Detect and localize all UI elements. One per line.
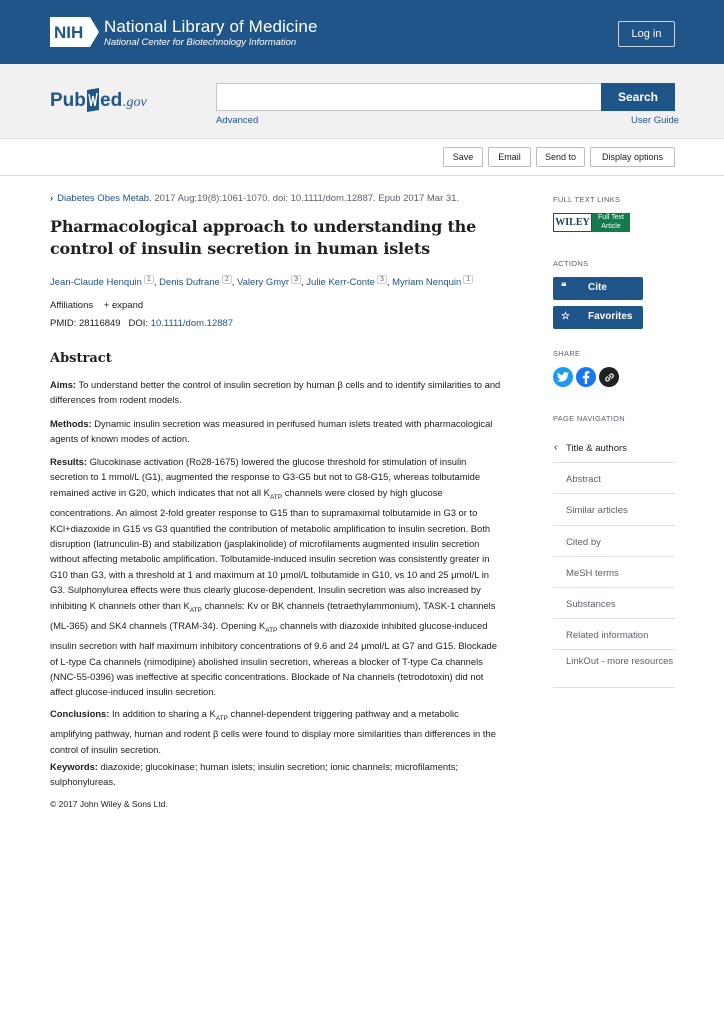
affiliation-ref[interactable]: 3 <box>377 275 387 284</box>
cite-button[interactable] <box>553 277 643 300</box>
advanced-search-link[interactable]: Advanced <box>216 115 259 126</box>
favorites-button[interactable] <box>553 306 643 329</box>
nav-title-authors[interactable] <box>553 432 675 463</box>
wiley-logo: WILEY <box>553 213 592 232</box>
pmid: PMID: 28116849 <box>50 318 121 329</box>
copyright: © 2017 John Wiley & Sons Ltd. <box>50 799 168 809</box>
conclusions-text: In addition to sharing a $K_{ATP}$ channel-dependent triggering pathway and a metabolic amplifying pathway, human and rodent β cells were found to display more similarities than differences in the control of insulin secretion. <box>50 708 496 755</box>
citation-details: 2017 Aug;19(8):1061-1070. doi: 10.1111/dom.12887. Epub 2017 Mar 31. <box>154 193 460 204</box>
actions-label: ACTIONS <box>553 259 589 268</box>
display-options-button[interactable]: Display options <box>590 147 675 167</box>
quote-icon: ❝ <box>561 282 567 293</box>
action-bar <box>0 139 724 176</box>
abstract-heading: Abstract <box>50 351 112 366</box>
results-label: Results: <box>50 456 87 467</box>
nav-similar-articles[interactable]: Similar articles <box>553 494 675 525</box>
search-button[interactable]: Search <box>601 83 675 111</box>
author-link[interactable]: Valery Gmyr <box>237 277 290 289</box>
abstract-results <box>50 454 502 700</box>
doi-label: DOI: <box>128 318 149 329</box>
page-navigation <box>553 432 675 688</box>
affiliations-label: Affiliations <box>50 300 94 311</box>
nav-abstract[interactable]: Abstract <box>553 463 675 494</box>
svg-text:ed: ed <box>100 90 123 111</box>
results-text: Glucokinase activation (Ro28-1675) lowered the glucose threshold for stimulation of insulin secretion to 1 mmol/L (G1), augmented the response to G3-G5 but not to G8-G15, whereas tolbutamide remained active in G20, which indicates that not all $K_{ATP}$ channels were closed by high glucose concentrations. An almost 2-fold greater response to G15 than to supramaximal tolbutamide in G3 or to KCl+diazoxide in G15 vs G3 quantified the contribution of metabolic amplification to insulin secretion. Both disruption (latrunculin-B) and stabilization (jasplakinolide) of microfilaments augmented insulin secretion without affecting metabolic amplification. Tolbutamide-induced insulin secretion was consistently greater in G10 than G3, with a threshold at 1 and maximum at 10 μmol/L tolbutamide in G10, vs 10 and 25 μmol/L in G3. Sulphonylurea effects were thus clearly glucose-dependent. Insulin secretion was also increased by inhibiting K channels other than $K_{ATP}$ channels: Kv or BK channels (tetraethylammonium), TASK-1 channels (ML-365) and SK4 channels (TRAM-34). Opening $K_{ATP}$ channels with diazoxide inhibited glucose-induced insulin secretion with half maximum inhibitory concentrations of 9.6 and 24 μmol/L at G7 and G15. Blockade of L-type Ca channels (nimodipine) abolished insulin secretion, whereas a blocker of T-type Ca channels (NNC-55-0396) was ineffective at specific concentrations. Blockade of Na channels (tetrodotoxin) did not affect glucose-induced insulin secretion. <box>50 456 497 698</box>
keywords-label: Keywords: <box>50 761 98 772</box>
article-line: Article <box>601 222 621 230</box>
affiliation-ref[interactable]: 2 <box>222 275 232 284</box>
nav-related-information[interactable]: Related information <box>553 619 675 650</box>
full-text-article-badge <box>592 213 630 232</box>
full-text-links-label: FULL TEXT LINKS <box>553 195 621 204</box>
methods-text: Dynamic insulin secretion was measured in perifused human islets treated with pharmacological agents of known modes of action. <box>50 418 493 445</box>
conclusions-label: Conclusions: <box>50 708 110 719</box>
expand-affiliations-toggle[interactable]: + expand <box>103 300 144 311</box>
user-guide-link[interactable]: User Guide <box>631 115 680 126</box>
affiliations-row <box>50 300 143 311</box>
share-icons <box>553 367 619 387</box>
aims-text: To understand better the control of insulin secretion by human β cells and to identify similarities to and differences from rodent models. <box>50 379 501 406</box>
aims-label: Aims: <box>50 379 77 390</box>
nav-linkout[interactable]: LinkOut - more resources <box>553 650 675 688</box>
login-button[interactable]: Log in <box>618 21 675 47</box>
author-link[interactable]: Myriam Nenquin <box>392 277 462 289</box>
author-link[interactable]: Julie Kerr-Conte <box>306 277 375 289</box>
page-navigation-label: PAGE NAVIGATION <box>553 414 626 423</box>
facebook-icon[interactable] <box>576 367 596 387</box>
nih-logo-text: NIH <box>54 23 84 42</box>
affiliation-ref[interactable]: 1 <box>144 275 154 284</box>
identifiers-row <box>50 318 233 329</box>
affiliation-ref[interactable]: 1 <box>463 275 473 284</box>
citation-line <box>50 193 459 204</box>
keywords <box>50 759 502 790</box>
share-label: SHARE <box>553 349 581 358</box>
cite-label: Cite <box>588 282 607 293</box>
keywords-text: diazoxide; glucokinase; human islets; insulin secretion; ionic channels; microfilaments; sulphonylureas. <box>50 761 459 788</box>
nav-label: Title & authors <box>566 443 627 454</box>
authors-list: Jean-Claude Henquin $^1$ , Denis Dufrane $^2$ , Valery Gmyr $^3$ , Julie Kerr-Conte $^3$ , Myriam Nenquin $^1$ <box>50 276 473 288</box>
author-link[interactable]: Jean-Claude Henquin <box>50 277 142 289</box>
nav-mesh-terms[interactable]: MeSH terms <box>553 557 675 588</box>
wiley-full-text-link[interactable] <box>553 213 630 232</box>
article-title: Pharmacological approach to understanding the control of insulin secretion in human islets <box>50 217 477 258</box>
chevron-right-icon: › <box>50 193 54 204</box>
favorites-label: Favorites <box>588 311 633 322</box>
doi-link[interactable]: 10.1111/dom.12887 <box>150 318 234 329</box>
star-icon: ☆ <box>561 311 570 322</box>
search-input[interactable] <box>216 83 602 111</box>
nav-substances[interactable]: Substances <box>553 588 675 619</box>
svg-text:Pub: Pub <box>50 90 86 111</box>
svg-text:.gov: .gov <box>123 95 147 110</box>
abstract-methods <box>50 416 502 447</box>
permalink-icon[interactable] <box>599 367 619 387</box>
pubmed-logo[interactable] <box>50 84 170 116</box>
nih-banner <box>0 0 724 64</box>
author-link[interactable]: Denis Dufrane <box>159 277 220 289</box>
email-button[interactable]: Email <box>488 147 531 167</box>
abstract-aims <box>50 377 502 408</box>
search-band <box>0 64 724 139</box>
nih-logo[interactable] <box>50 17 99 47</box>
save-button[interactable]: Save <box>443 147 483 167</box>
abstract-conclusions <box>50 706 502 757</box>
chevron-left-icon: ‹ <box>554 442 558 453</box>
send-to-button[interactable]: Send to <box>536 147 585 167</box>
full-text-line: Full Text <box>598 214 624 221</box>
twitter-icon[interactable] <box>553 367 573 387</box>
nav-cited-by[interactable]: Cited by <box>553 526 675 557</box>
journal-link[interactable]: Diabetes Obes Metab. <box>57 193 152 204</box>
nlm-title[interactable]: National Library of Medicine <box>104 17 318 36</box>
affiliation-ref[interactable]: 3 <box>291 275 301 284</box>
ncbi-subtitle: National Center for Biotechnology Information <box>104 37 297 48</box>
methods-label: Methods: <box>50 418 92 429</box>
